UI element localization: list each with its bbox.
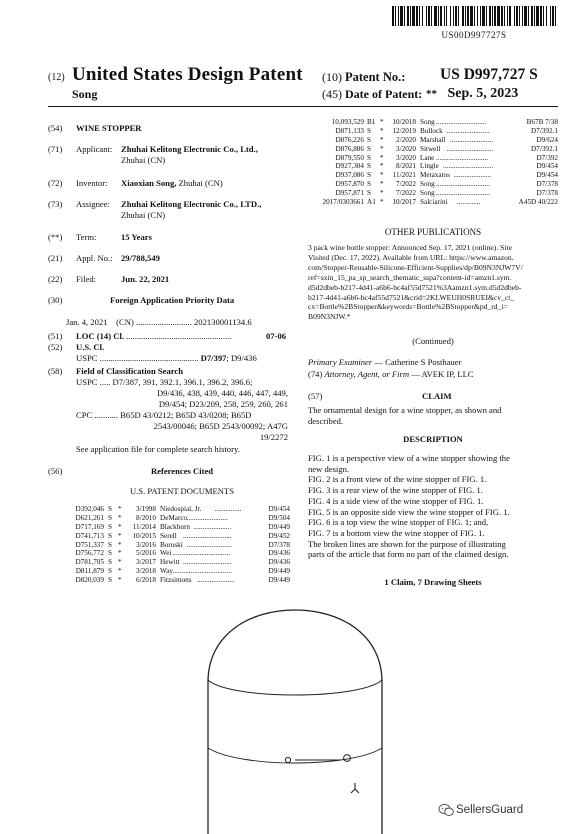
reference-dots: .............................. bbox=[436, 189, 490, 198]
reference-star: * bbox=[118, 567, 122, 576]
reference-row bbox=[66, 514, 290, 523]
barcode bbox=[392, 6, 556, 26]
date-label: (45) Date of Patent: bbox=[322, 87, 423, 101]
reference-kind: S bbox=[367, 162, 371, 171]
code-12: (12) bbox=[48, 72, 65, 83]
reference-star: * bbox=[380, 135, 384, 144]
reference-no: D751,337 bbox=[75, 540, 104, 549]
reference-row bbox=[312, 145, 558, 154]
applicant-place: Zhuhai (CN) bbox=[121, 155, 166, 165]
description-heading: DESCRIPTION bbox=[403, 434, 463, 444]
publication-line: cx=Bottle%2BStopper&keywords=Bottle%2BStopper&pd_rd_i= bbox=[308, 302, 508, 312]
reference-star: * bbox=[380, 144, 384, 153]
reference-kind: S bbox=[367, 135, 371, 144]
publication-line: b217-4d41-a6b6-bc4af55d7521&crid=2KLWEUH0SRUEI&cv_ct_ bbox=[308, 292, 515, 302]
publication-line: Visited (Dec. 17, 2022). Available from URL: https://www.amazon. bbox=[308, 252, 514, 262]
other-publications-text bbox=[308, 243, 560, 322]
stopper-upper-band bbox=[208, 680, 382, 695]
reference-kind: B1 bbox=[367, 118, 376, 126]
reference-no: D820,039 bbox=[75, 576, 104, 585]
reference-date: 7/2022 bbox=[396, 180, 416, 189]
reference-no: D781,705 bbox=[75, 558, 104, 567]
reference-date: 8/2010 bbox=[136, 513, 156, 522]
reference-cls: A45D 40/222 bbox=[518, 198, 558, 207]
attorney-agent: (74) Attorney, Agent, or Firm — AVEK IP, LLC bbox=[308, 369, 474, 379]
reference-name: Song bbox=[420, 189, 435, 198]
inventor-value: Xiaoxian Song, Zhuhai (CN) bbox=[121, 178, 223, 188]
appl-no-label: Appl. No.: bbox=[76, 253, 113, 263]
description-line: FIG. 1 is a perspective view of a wine stopper showing the bbox=[308, 453, 510, 463]
reference-kind: S bbox=[108, 540, 112, 549]
claim-text-2: described. bbox=[308, 416, 344, 426]
loc-class-value: 07-06 bbox=[266, 331, 287, 341]
reference-dots: ..................... bbox=[453, 171, 492, 180]
reference-star: * bbox=[380, 126, 384, 135]
claim-heading: CLAIM bbox=[422, 391, 452, 401]
reference-kind: S bbox=[108, 567, 112, 576]
title-of-design: WINE STOPPER bbox=[76, 123, 142, 133]
reference-kind: S bbox=[108, 576, 112, 585]
reference-star: * bbox=[380, 153, 384, 162]
reference-no: D876,226 bbox=[335, 135, 364, 144]
reference-star: * bbox=[118, 505, 122, 513]
description-line: FIG. 3 is a rear view of the wine stopper of FIG. 1. bbox=[308, 485, 483, 496]
reference-row bbox=[66, 558, 290, 567]
reference-star: * bbox=[380, 162, 384, 171]
reference-no: D879,550 bbox=[335, 153, 364, 162]
publication-line: com/Stopper-Reusable-Silicone-Efficient-Supplies/dp/B09N3NJW7V/ bbox=[308, 262, 523, 272]
description-line: parts of the article that form no part of the claimed design. bbox=[308, 549, 509, 560]
reference-star: * bbox=[380, 189, 384, 198]
reference-cls: D7/392.1 bbox=[531, 144, 558, 153]
filed-label: Filed: bbox=[76, 274, 97, 284]
continued-note: (Continued) bbox=[412, 336, 454, 346]
reference-no: D957,870 bbox=[335, 180, 364, 189]
field-30-code: (30) bbox=[48, 295, 63, 305]
reference-cls: D9/452 bbox=[268, 531, 290, 540]
reference-name: Wei bbox=[160, 549, 172, 558]
us-cl-label: U.S. Cl. bbox=[76, 342, 105, 352]
reference-date: 2/2020 bbox=[396, 135, 416, 144]
reference-name: Way bbox=[160, 567, 173, 576]
publication-line: B09N3NJW.* bbox=[308, 312, 351, 322]
reference-cls: D9/454 bbox=[268, 505, 290, 513]
reference-name: Blackburn bbox=[160, 522, 190, 531]
assignee-name: Zhuhai Kelitong Electronic Co., LTD., bbox=[121, 199, 262, 209]
stopper-button-left bbox=[285, 757, 290, 762]
reference-dots: ..................... bbox=[193, 522, 232, 531]
stopper-mid-band bbox=[208, 748, 382, 763]
reference-name: Lane bbox=[420, 153, 435, 162]
reference-date: 3/2018 bbox=[136, 567, 156, 576]
reference-kind: S bbox=[367, 144, 371, 153]
reference-dots: ............................ bbox=[436, 118, 487, 126]
reference-name: Salciarini bbox=[420, 198, 448, 207]
reference-date: 12/2019 bbox=[392, 126, 416, 135]
patent-type-title: United States Design Patent bbox=[72, 64, 303, 85]
reference-row bbox=[66, 541, 290, 550]
reference-row bbox=[66, 567, 290, 576]
reference-no: D937,086 bbox=[335, 171, 364, 180]
field-71-code: (71) bbox=[48, 144, 63, 154]
term-value: 15 Years bbox=[121, 232, 152, 242]
uspc-search-1: USPC ..... D7/387, 391, 392.1, 396.1, 396.2, 396.6; bbox=[76, 377, 253, 387]
reference-name: Song bbox=[420, 118, 435, 126]
us-patent-documents-heading: U.S. PATENT DOCUMENTS bbox=[129, 486, 235, 496]
cpc-search-2: 2543/00046; B65D 2543/00092; A47G bbox=[153, 421, 288, 431]
priority-entry: Jan. 4, 2021 (CN) .......................... 202130001134.6 bbox=[66, 317, 252, 327]
reference-dots: ......................... bbox=[186, 540, 232, 549]
reference-kind: S bbox=[108, 522, 112, 531]
term-label: Term: bbox=[76, 232, 97, 242]
description-line: The broken lines are shown for the purpose of illustrating bbox=[308, 538, 506, 549]
reference-cls: D7/378 bbox=[536, 189, 558, 198]
field-52-code: (52) bbox=[48, 342, 63, 352]
reference-cls: D9/449 bbox=[268, 567, 290, 576]
header-rule bbox=[48, 106, 558, 107]
field-of-search-label: Field of Classification Search bbox=[76, 366, 184, 376]
reference-kind: S bbox=[108, 531, 112, 540]
reference-date: 6/2018 bbox=[136, 576, 156, 585]
claim-text-1: The ornamental design for a wine stopper, as shown and bbox=[308, 405, 502, 415]
references-cited-heading: References Cited bbox=[150, 466, 214, 476]
reference-no: D741,713 bbox=[75, 531, 104, 540]
reference-dots: ............................. bbox=[436, 153, 489, 162]
field-21-code: (21) bbox=[48, 253, 63, 263]
reference-kind: A1 bbox=[367, 198, 376, 207]
reference-star: * bbox=[380, 180, 384, 189]
reference-kind: S bbox=[108, 505, 112, 513]
reference-name: DeMarco bbox=[160, 513, 188, 522]
reference-dots: ..................... bbox=[197, 576, 235, 585]
reference-row bbox=[312, 189, 558, 198]
reference-kind: S bbox=[108, 558, 112, 567]
description-line: new design. bbox=[308, 463, 350, 474]
reference-row bbox=[312, 118, 558, 127]
stopper-logo-mark bbox=[351, 783, 359, 793]
reference-cls: D7/378 bbox=[536, 180, 558, 189]
reference-date: 3/2020 bbox=[396, 144, 416, 153]
inventor-surname: Song bbox=[72, 87, 98, 101]
reference-name: Sitwell bbox=[420, 144, 441, 153]
reference-cls: D9/504 bbox=[268, 513, 290, 522]
reference-star: * bbox=[380, 118, 384, 126]
reference-name: Marshall bbox=[420, 135, 446, 144]
reference-star: * bbox=[380, 171, 384, 180]
reference-row bbox=[312, 162, 558, 171]
reference-row bbox=[66, 532, 290, 541]
reference-kind: S bbox=[367, 126, 371, 135]
reference-name: Song bbox=[420, 180, 435, 189]
reference-dots: .............................. bbox=[436, 180, 490, 189]
references-right-table bbox=[312, 118, 558, 207]
reference-date: 5/2016 bbox=[136, 549, 156, 558]
reference-row bbox=[312, 136, 558, 145]
reference-no: 2017/0303661 bbox=[322, 198, 364, 207]
reference-date: 7/2022 bbox=[396, 189, 416, 198]
reference-cls: D9/454 bbox=[536, 162, 558, 171]
filed-value: Jun. 22, 2021 bbox=[121, 274, 170, 284]
term-code: (**) bbox=[48, 232, 63, 242]
reference-date: 10/2015 bbox=[132, 531, 156, 540]
reference-no: D717,169 bbox=[75, 522, 104, 531]
description-text bbox=[308, 453, 560, 560]
applicant-label: Applicant: bbox=[76, 144, 113, 154]
reference-no: D876,886 bbox=[335, 144, 364, 153]
reference-date: 10/2017 bbox=[392, 198, 416, 207]
reference-star: * bbox=[380, 198, 384, 207]
field-22-code: (22) bbox=[48, 274, 63, 284]
reference-name: Niedospial, Jr. bbox=[160, 505, 202, 513]
reference-dots: ....................... bbox=[186, 513, 228, 522]
reference-cls: D9/454 bbox=[536, 171, 558, 180]
reference-no: 10,093,529 bbox=[331, 118, 364, 126]
reference-dots: .......................... bbox=[446, 144, 494, 153]
reference-star: * bbox=[118, 549, 122, 558]
reference-star: * bbox=[118, 576, 122, 585]
reference-dots: ............................ bbox=[443, 162, 494, 171]
reference-no: D392,046 bbox=[75, 505, 104, 513]
assignee-place: Zhuhai (CN) bbox=[121, 210, 166, 220]
reference-cls: D9/449 bbox=[268, 522, 290, 531]
reference-row bbox=[312, 180, 558, 189]
reference-date: 3/2016 bbox=[136, 540, 156, 549]
cpc-search-3: 19/2272 bbox=[259, 432, 288, 442]
claims-summary: 1 Claim, 7 Drawing Sheets bbox=[384, 577, 482, 587]
cpc-search-1: CPC ........... B65D 43/0212; B65D 43/0208; B65D bbox=[76, 410, 252, 420]
reference-date: 10/2018 bbox=[392, 118, 416, 126]
primary-examiner: Primary Examiner — Catherine S Posthauer bbox=[308, 357, 462, 367]
reference-no: D811,879 bbox=[75, 567, 104, 576]
reference-dots: ............... bbox=[214, 505, 242, 513]
reference-star: * bbox=[118, 513, 122, 522]
field-51-code: (51) bbox=[48, 331, 63, 341]
reference-name: Serell bbox=[160, 531, 177, 540]
reference-row bbox=[66, 523, 290, 532]
reference-no: D957,871 bbox=[335, 189, 364, 198]
description-line: FIG. 6 is a top view the wine stopper of FIG. 1; and, bbox=[308, 517, 489, 528]
reference-name: Bullock bbox=[420, 126, 443, 135]
reference-kind: S bbox=[367, 153, 371, 162]
patent-number: US D997,727 S bbox=[440, 66, 538, 83]
reference-cls: D9/436 bbox=[268, 558, 290, 567]
reference-row bbox=[66, 505, 290, 514]
reference-cls: D7/392 bbox=[536, 153, 558, 162]
reference-date: 3/1998 bbox=[136, 505, 156, 513]
other-publications-heading: OTHER PUBLICATIONS bbox=[384, 227, 482, 237]
reference-dots: ........................ bbox=[446, 126, 490, 135]
reference-star: * bbox=[118, 531, 122, 540]
reference-cls: B67B 7/38 bbox=[526, 118, 558, 126]
patent-date: ** Sep. 5, 2023 bbox=[426, 86, 519, 101]
field-54-code: (54) bbox=[48, 123, 63, 133]
description-line: FIG. 5 is an opposite side view the wine stopper of FIG. 1. bbox=[308, 506, 510, 517]
stopper-dome-outline bbox=[208, 610, 382, 834]
reference-star: * bbox=[118, 540, 122, 549]
uspc-search-2: D9/436, 438, 439, 440, 446, 447, 449, bbox=[156, 388, 288, 398]
publication-line: 3 pack wine bottle stopper: Announced Sep. 17, 2021 (online). Site bbox=[308, 243, 512, 252]
reference-row bbox=[312, 171, 558, 180]
reference-dots: ................................. bbox=[172, 567, 232, 576]
appl-no-value: 29/788,549 bbox=[121, 253, 160, 263]
reference-name: Hewitt bbox=[160, 558, 180, 567]
field-56-code: (56) bbox=[48, 466, 63, 476]
chat-bubble-icon bbox=[438, 803, 454, 817]
description-line: FIG. 4 is a side view of the wine stopper of FIG. 1. bbox=[308, 495, 484, 506]
field-73-code: (73) bbox=[48, 199, 63, 209]
reference-dots: ........................ bbox=[450, 135, 494, 144]
references-left-table bbox=[66, 505, 290, 585]
reference-date: 11/2014 bbox=[132, 522, 156, 531]
reference-kind: S bbox=[367, 171, 371, 180]
reference-star: * bbox=[118, 522, 122, 531]
reference-kind: S bbox=[367, 189, 371, 198]
reference-no: D621,261 bbox=[75, 513, 104, 522]
foreign-priority-heading: Foreign Application Priority Data bbox=[110, 295, 235, 305]
reference-star: * bbox=[118, 558, 122, 567]
reference-date: 8/2021 bbox=[396, 162, 416, 171]
reference-row bbox=[66, 576, 290, 585]
stopper-button-right bbox=[344, 755, 351, 762]
description-line: FIG. 2 is a front view of the wine stopper of FIG. 1. bbox=[308, 474, 487, 485]
reference-date: 11/2021 bbox=[392, 171, 416, 180]
reference-cls: D9/449 bbox=[268, 576, 290, 585]
field-72-code: (72) bbox=[48, 178, 63, 188]
field-58-code: (58) bbox=[48, 366, 63, 376]
reference-name: Metaxatos bbox=[420, 171, 450, 180]
reference-row bbox=[312, 154, 558, 163]
uspc-search-3: D9/454; D23/209, 258, 259, 260, 261 bbox=[158, 399, 288, 409]
reference-date: 3/2020 bbox=[396, 153, 416, 162]
reference-dots: ........................... bbox=[183, 531, 232, 540]
reference-cls: D9/624 bbox=[536, 135, 558, 144]
reference-no: D927,304 bbox=[335, 162, 364, 171]
reference-name: Fitzsimons bbox=[160, 576, 192, 585]
loc-class: LOC (14) Cl. ................................................. bbox=[76, 331, 232, 341]
reference-dots: ................................ bbox=[172, 549, 230, 558]
reference-dots: ............. bbox=[457, 198, 481, 207]
reference-cls: D7/392.1 bbox=[531, 126, 558, 135]
reference-row bbox=[312, 127, 558, 136]
watermark-text: SellersGuard bbox=[456, 804, 524, 816]
reference-row bbox=[66, 549, 290, 558]
patent-no-label: (10) Patent No.: bbox=[322, 70, 406, 84]
inventor-label: Inventor: bbox=[76, 178, 108, 188]
reference-date: 3/2017 bbox=[136, 558, 156, 567]
publication-line: ref=sxin_15_pa_sp_search_thematic_sspa?content-id=amzn1.sym. bbox=[308, 272, 512, 282]
reference-name: Lingle bbox=[420, 162, 439, 171]
field-57-code: (57) bbox=[308, 391, 323, 401]
description-line: FIG. 7 is a bottom view the wine stopper of FIG. 1. bbox=[308, 527, 485, 538]
barcode-number: US00D997727S bbox=[441, 30, 507, 40]
reference-cls: D9/436 bbox=[268, 549, 290, 558]
applicant-name: Zhuhai Kelitong Electronic Co., Ltd., bbox=[121, 144, 258, 154]
assignee-label: Assignee: bbox=[76, 199, 110, 209]
reference-name: Boroski bbox=[160, 540, 183, 549]
reference-no: D871,133 bbox=[335, 126, 364, 135]
see-application-note: See application file for complete search history. bbox=[76, 444, 240, 454]
reference-kind: S bbox=[108, 513, 112, 522]
reference-kind: S bbox=[367, 180, 371, 189]
reference-kind: S bbox=[108, 549, 112, 558]
reference-dots: ........................... bbox=[183, 558, 232, 567]
publication-line: d5d2dbeb-b217-4d41-a6b6-bc4af55d7521%3Aamzn1.sym.d5d2dbeb- bbox=[308, 282, 522, 292]
reference-cls: D7/378 bbox=[268, 540, 290, 549]
wine-stopper-drawing bbox=[200, 608, 390, 834]
uspc-line: USPC .............................................. D7/397; D9/436 bbox=[76, 353, 257, 363]
reference-no: D756,772 bbox=[75, 549, 104, 558]
reference-row bbox=[312, 198, 558, 207]
